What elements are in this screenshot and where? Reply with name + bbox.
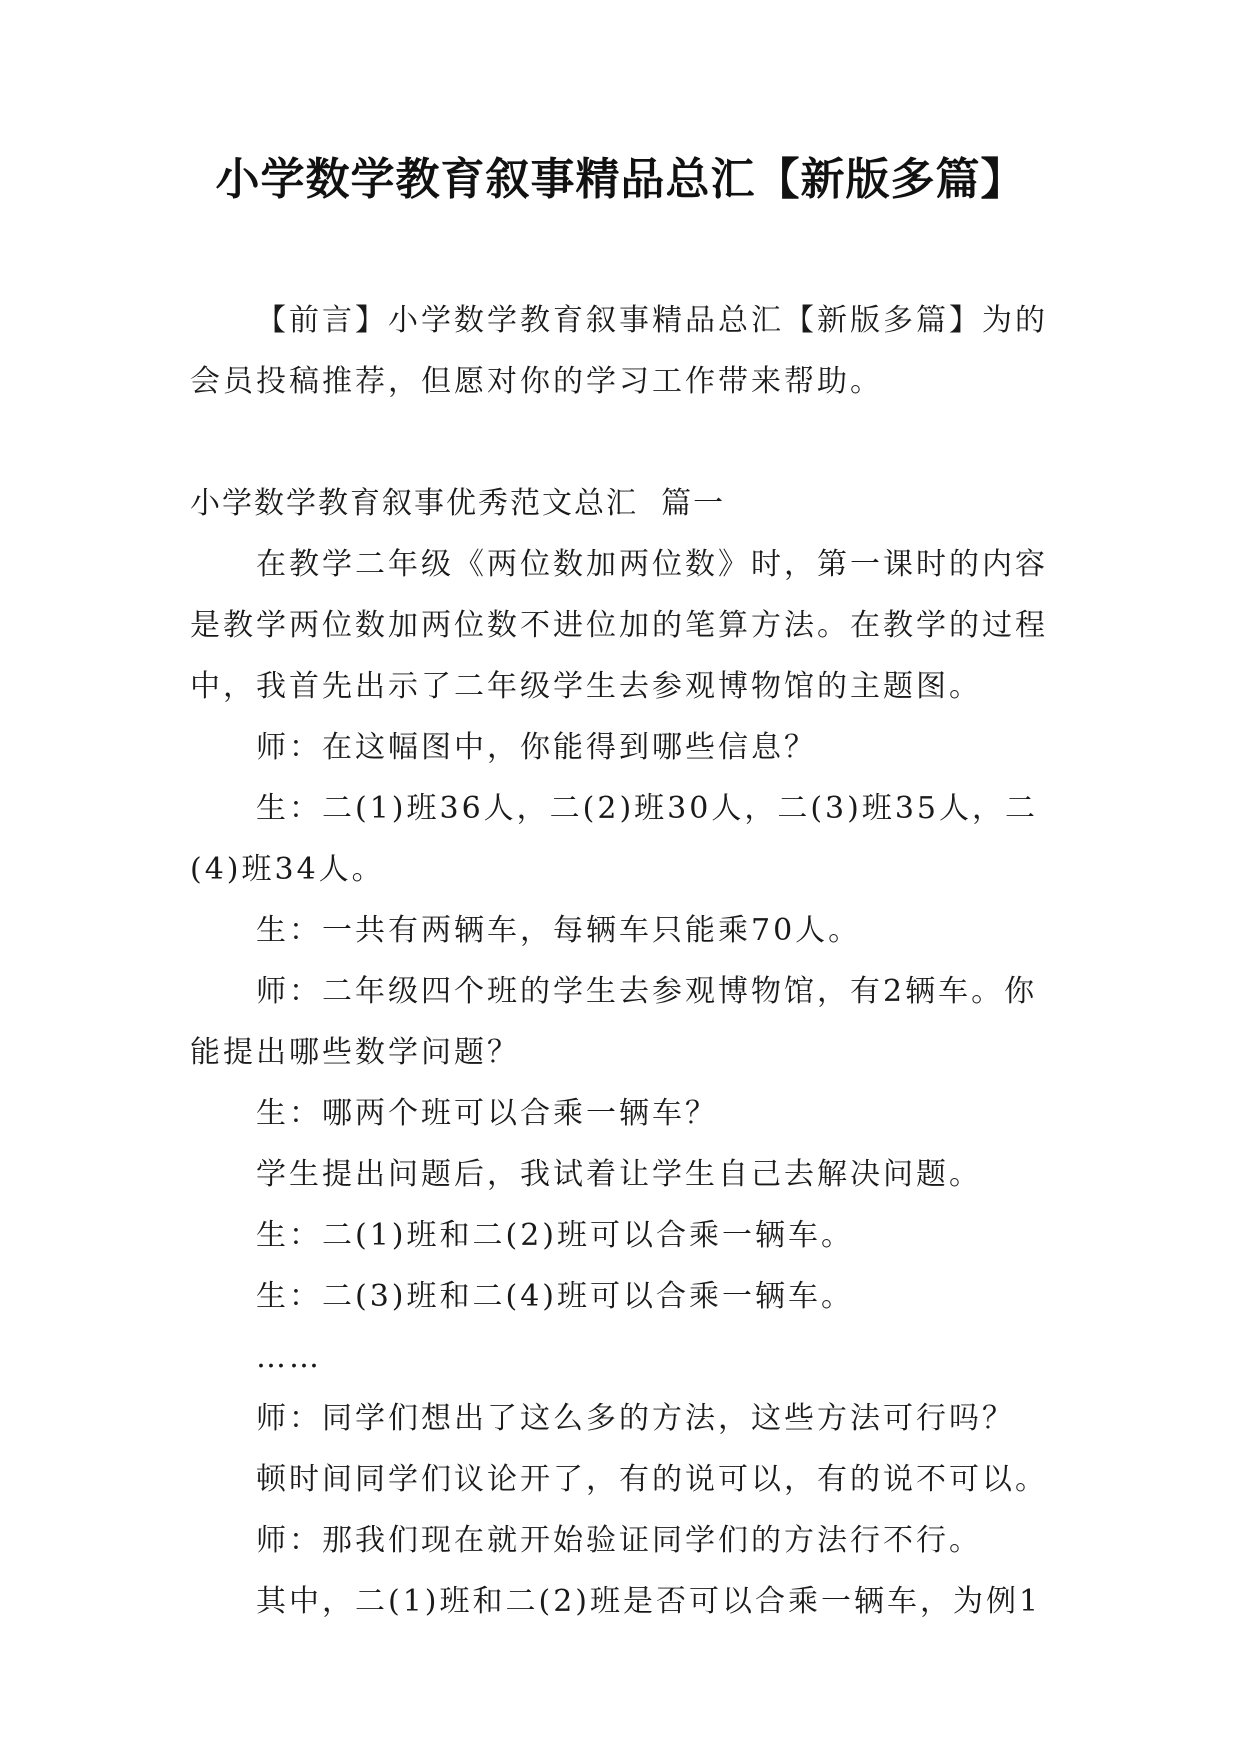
- paragraph: 生：一共有两辆车，每辆车只能乘70人。: [256, 913, 862, 948]
- paragraph: 生：二(1)班36人，二(2)班30人，二(3)班35人，二(4)班34人。: [190, 791, 1039, 887]
- preface-paragraph: 【前言】小学数学教育叙事精品总汇【新版多篇】为的会员投稿推荐，但愿对你的学习工作带来帮助。: [190, 303, 1048, 399]
- ellipsis-line: ……: [256, 1340, 322, 1375]
- section-heading: 小学数学教育叙事优秀范文总汇 篇一: [190, 486, 726, 521]
- paragraph: 师：同学们想出了这么多的方法，这些方法可行吗？: [256, 1401, 1015, 1436]
- document-title: 小学数学教育叙事精品总汇【新版多篇】: [215, 154, 1026, 205]
- paragraph: 学生提出问题后，我试着让学生自己去解决问题。: [256, 1157, 982, 1192]
- paragraph: 师：二年级四个班的学生去参观博物馆，有2辆车。你能提出哪些数学问题？: [190, 974, 1038, 1070]
- paragraph: 生：二(1)班和二(2)班可以合乘一辆车。: [256, 1218, 854, 1253]
- paragraph: 生：二(3)班和二(4)班可以合乘一辆车。: [256, 1279, 854, 1314]
- paragraph: 在教学二年级《两位数加两位数》时，第一课时的内容是教学两位数加两位数不进位加的笔算方法。在教学的过程中，我首先出示了二年级学生去参观博物馆的主题图。: [190, 547, 1048, 704]
- paragraph: 师：那我们现在就开始验证同学们的方法行不行。: [256, 1523, 982, 1558]
- document-body: [190, 290, 1060, 1632]
- paragraph: 顿时间同学们议论开了，有的说可以，有的说不可以。: [256, 1462, 1048, 1497]
- paragraph: 其中，二(1)班和二(2)班是否可以合乘一辆车，为例1: [256, 1584, 1042, 1619]
- paragraph: 师：在这幅图中，你能得到哪些信息？: [256, 730, 817, 765]
- paragraph: 生：哪两个班可以合乘一辆车？: [256, 1096, 718, 1131]
